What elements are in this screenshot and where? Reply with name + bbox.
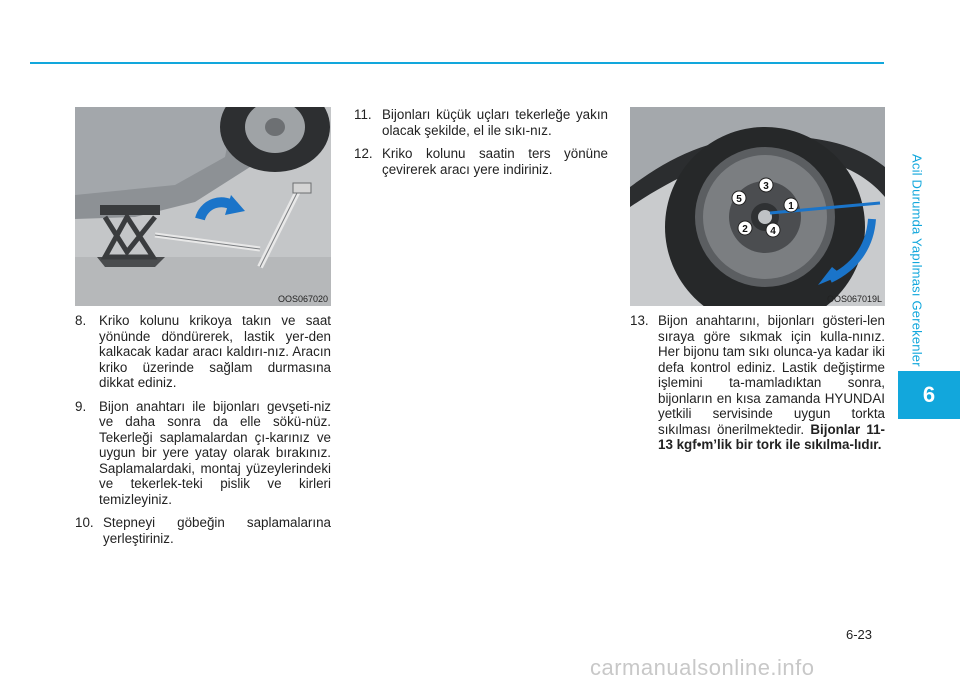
- wheel-figure: [630, 107, 885, 306]
- steps-column-middle: [354, 107, 608, 185]
- step-item: [354, 146, 608, 177]
- torque-note: Bijonlar 11-13 kgf•m’lik bir tork ile sıkılma-lıdır.: [658, 421, 885, 452]
- jack-figure: [75, 107, 331, 306]
- jack-figure-code: OOS067020: [277, 294, 328, 304]
- step-text: Bijon anahtarını, bijonları gösteri-len sıraya göre sıkmak için kulla-nınız. Her bijonu tam sıkı olunca-ya kadar iki defa kontrol ediniz. Lastik değiştirme işlemini ta-mamladıktan sonra, bijonların en kısa zamanda HYUNDAI yetkili servisinde uygun torkta sıkılması önerilmektedir.: [658, 313, 885, 437]
- step-number: 12.: [354, 146, 373, 161]
- step-text: Bijon anahtarı ile bijonları gevşeti-niz ve daha sonra da elle sökü-nüz. Tekerleği saplamalardan çı-karınız ve uygun bir yere yatay olarak bırakınız. Saplamalardaki, montaj yüzeylerindeki ve tekerlek-teki pislik ve kirleri temizleyiniz.: [99, 398, 331, 507]
- step-text: Bijonları küçük uçları tekerleğe yakın olacak şekilde, el ile sıkı-nız.: [382, 107, 608, 138]
- wheel-figure-code: OOS067019L: [826, 294, 882, 304]
- step-number: 13.: [630, 313, 649, 328]
- step-item: [630, 313, 885, 453]
- step-number: 10.: [75, 515, 94, 530]
- step-number: 9.: [75, 398, 87, 414]
- step-item: [75, 313, 331, 391]
- page-number: 6-23: [846, 627, 873, 642]
- step-text: Kriko kolunu saatin ters yönüne çevirerek aracı yere indiriniz.: [382, 146, 608, 177]
- step-item: [75, 399, 331, 508]
- lug-label-5: 5: [736, 194, 742, 205]
- step-item: [75, 515, 331, 546]
- lug-label-3: 3: [763, 181, 769, 192]
- step-number: 8.: [75, 313, 87, 328]
- steps-column-right: [630, 313, 885, 461]
- chapter-number: 6: [922, 382, 936, 407]
- chapter-side-title: Acil Durumda Yapılması Gerekenler: [909, 153, 925, 367]
- step-text: Kriko kolunu krikoya takın ve saat yönünde döndürerek, lastik yer-den kalkacak kadar aracı kaldırı-nız. Aracın kriko üzerinde sağlam durmasına dikkat ediniz.: [99, 313, 331, 390]
- lug-label-1: 1: [788, 201, 794, 212]
- steps-column-left: [75, 313, 331, 554]
- step-item: [354, 107, 608, 138]
- lug-label-4: 4: [770, 226, 776, 237]
- header-rule: [30, 62, 884, 64]
- lug-label-2: 2: [742, 224, 748, 235]
- step-text: Stepneyi göbeğin saplamalarına yerleştiriniz.: [103, 515, 331, 546]
- watermark[interactable]: carmanualsonline.info: [590, 655, 815, 680]
- chapter-tab[interactable]: [898, 371, 960, 419]
- step-number: 11.: [354, 107, 372, 122]
